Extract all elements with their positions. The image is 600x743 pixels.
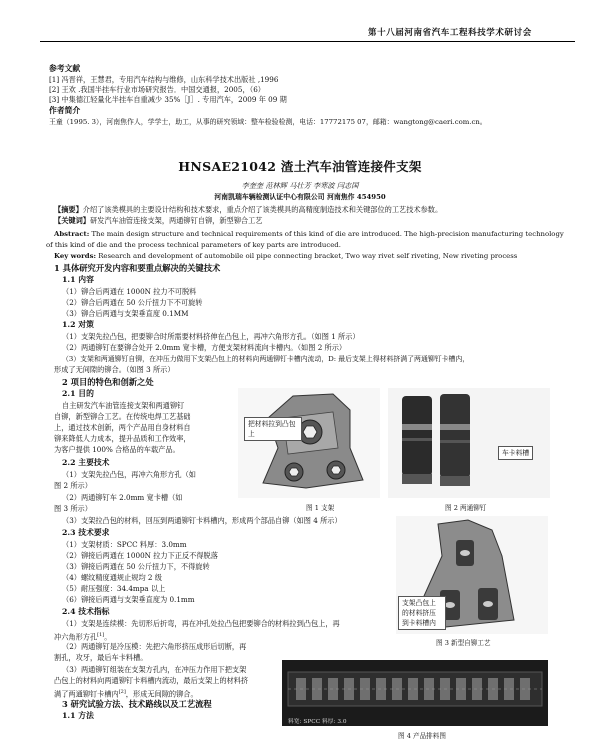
reference-item: [2] 王欢 .我国半挂车行业市场研究报告．中国交通报，2005，（6） (49, 85, 265, 94)
figure-4-strip-layout (282, 660, 548, 726)
figure-1-caption: 图 1 支架 (306, 504, 335, 512)
body-line: 凸包上的材料向两通铆钉卡料槽内流动，最后支架上的材料挤 (54, 676, 249, 685)
body-line: （2）两通铆钉是冷压模：先把六角形挤压成形后切断，再 (62, 642, 247, 651)
author-bio-text: 王童（1995. 3），河南焦作人，学学士，助工，从事的研究领域：整车检验检测，电话：17772175 07，邮箱：wangtong@caeri.com.cn。 (49, 118, 487, 126)
abstract-cn-text: 介绍了该类模具的主要设计结构和技术要求，重点介绍了该类模具的高精度制造技术和关键部位的工艺技术参数。 (82, 205, 443, 214)
body-line: 割孔，攻牙，最后车卡料槽。 (54, 653, 148, 662)
list-item: （3）支架和两通铆钉自铆，在冲压力做用下支架凸包上的材料向两通铆钉卡槽内流动，D: 最后支架上得材料挤满了两通铆钉卡槽内， (62, 355, 470, 363)
section-2-1-heading: 2.1 目的 (62, 389, 94, 398)
section-1-1-heading: 1.1 内容 (62, 275, 94, 284)
section-2-heading: 2 项目的特色和创新之处 (62, 377, 154, 387)
abstract-cn-label: 【摘要】 (54, 205, 83, 214)
abstract-en (54, 229, 564, 239)
body-text: 冲六角形方孔 (54, 632, 98, 642)
body-line: （3）两通铆钉组装在支架方孔内，在冲压力作用下把支架 (62, 665, 247, 674)
list-item: （2）两通铆钉在要铆合处开 2.0mm 宽卡槽，方便支架材料流向卡槽内。（如图 2 所示） (62, 343, 347, 352)
paper-title: HNSAE21042 渣土汽车油管连接件支架 (178, 159, 422, 174)
list-item: （1）铆合后两通在 1000N 拉力不可脱料 (62, 287, 197, 296)
paper-authors: 李奎奎 范林辉 马壮芳 李寒波 闫志国 (241, 181, 359, 190)
list-item-cont: 形成了无间隙的铆合。（如图 3 所示） (54, 365, 175, 374)
running-header: 第十八届河南省汽车工程科技学术研讨会 (368, 28, 532, 38)
list-item: （2）铆合后两通在 50 公斤扭力下不可旋转 (62, 298, 203, 307)
list-item: （6）铆接后两通与支架垂直度为 0.1mm (62, 595, 195, 604)
body-line: （1）支架先拉凸包，再冲六角形方孔（如 (62, 470, 196, 479)
citation-ref: [2] (118, 689, 126, 695)
keywords-en-text: Research and development of automobile oil pipe connecting bracket, Two way rivet self riveting, New riveting process (98, 252, 518, 260)
body-text: 满了两通铆钉卡槽内 (54, 689, 119, 699)
section-1-heading: 1 具体研究开发内容和要重点解决的关键技术 (54, 263, 221, 273)
body-text: ，形成无间隙的铆合。 (125, 689, 198, 699)
body-line: 图 2 所示） (54, 481, 92, 490)
body-line: 铆来降低人力成本，提升品质和工作效率， (54, 434, 191, 443)
body-line: 为客户提供 100% 合格品的车载产品。 (54, 445, 180, 454)
figure-1-photo (238, 388, 380, 498)
keywords-cn-text: 研发汽车油管连接支架，两通铆钉自铆，新型铆合工艺 (89, 216, 263, 225)
list-item: （1）支架先拉凸包，把要铆合时所需要材料挤伸在凸包上，再冲六角形方孔。（如图 1 所示） (62, 332, 360, 341)
section-2-2-heading: 2.2 主要技术 (62, 458, 110, 467)
body-line: 图 3 所示） (54, 504, 92, 513)
figure-2-photo (388, 388, 550, 498)
citation-ref: [1] (97, 632, 105, 638)
body-line: （1）支架是连续模：先切形后折弯，再在冲孔处拉凸包把要铆合的材料拉到凸包上，再 (62, 619, 340, 628)
abstract-en-text: The main design structure and technical requirements of this kind of die are introduced. The high-precision manufacturing technology (91, 230, 564, 238)
list-item: （4）螺纹精度通规止规均 2 级 (62, 573, 162, 582)
section-3-heading: 3 研究试验方法、技术路线以及工艺流程 (62, 699, 212, 709)
rivets-image (388, 388, 550, 498)
body-line: 自铆，新型铆合工艺。在传统电焊工艺基础 (54, 412, 191, 421)
list-item: （3）铆合后两通与支架垂直度 0.1MM (62, 309, 189, 318)
section-3-1-heading: 1.1 方法 (62, 711, 94, 720)
list-item: （3）铆接后两通在 50 公斤扭力下，不得旋转 (62, 562, 210, 571)
list-item: （1）支架材质：SPCC 料厚：3.0mm (62, 540, 187, 549)
abstract-en-cont: of this kind of die and the process technical parameters of key parts are introduced. (46, 241, 341, 249)
list-item: （5）耐压强度：34.4mpa 以上 (62, 584, 166, 593)
list-item: （2）铆接后两通在 1000N 拉力下正反不得脱落 (62, 551, 218, 560)
body-line: （2）两通铆钉车 2.0mm 宽卡槽（如 (62, 493, 183, 502)
author-bio-heading: 作者简介 (49, 106, 81, 115)
reference-item: [1] 冯晋祥，王慧君，专用汽车结构与维修，山东科学技术出版社 ,1996 (49, 75, 279, 84)
bracket-image (238, 388, 380, 498)
reference-item: [3] 中集德江轻量化半挂车自重减少 35%［J］. 专用汽车，2009 年 09 期 (49, 95, 287, 104)
figure-3-caption: 图 3 新型自铆工艺 (436, 639, 491, 647)
body-line: （3）支架拉凸包的材料，回压到两通铆钉卡料槽内，形成两个部品自铆（如图 4 所示） (62, 516, 342, 525)
abstract-en-label: Abstract: (54, 230, 90, 238)
figure-2-caption: 图 2 两通铆钉 (445, 504, 487, 512)
section-2-3-heading: 2.3 技术要求 (62, 528, 110, 537)
figure-3-callout: 支架凸包上的材料挤压到卡料槽内 (398, 596, 446, 630)
figure-4-caption: 图 4 产品排料图 (398, 732, 446, 740)
header-rule (40, 41, 575, 42)
figure-1-callout: 把材料拉到凸包上 (244, 417, 302, 441)
keywords-en-label: Key words: (54, 252, 97, 260)
figure-4-label: 料宽: SPCC 料厚: 3.0 (288, 719, 347, 725)
body-line (54, 687, 198, 700)
body-line: 冲六角形方孔[1]。 (54, 632, 112, 642)
references-heading: 参考文献 (49, 64, 81, 73)
paper-affiliation: 河南凯瑞车辆检测认证中心有限公司 河南焦作 454950 (214, 193, 386, 201)
keywords-en (54, 251, 517, 261)
body-line: 自主研发汽车油管连接支架和两通铆钉 (62, 401, 185, 410)
body-line: 上，通过技术创新，两个产品用自身材料自 (54, 423, 191, 432)
section-2-4-heading: 2.4 技术指标 (62, 607, 110, 616)
keywords-cn (54, 216, 262, 226)
abstract-cn (54, 205, 442, 215)
figure-2-callout: 车卡料槽 (498, 446, 533, 460)
section-1-2-heading: 1.2 对策 (62, 320, 94, 329)
keywords-cn-label: 【关键词】 (54, 216, 90, 225)
